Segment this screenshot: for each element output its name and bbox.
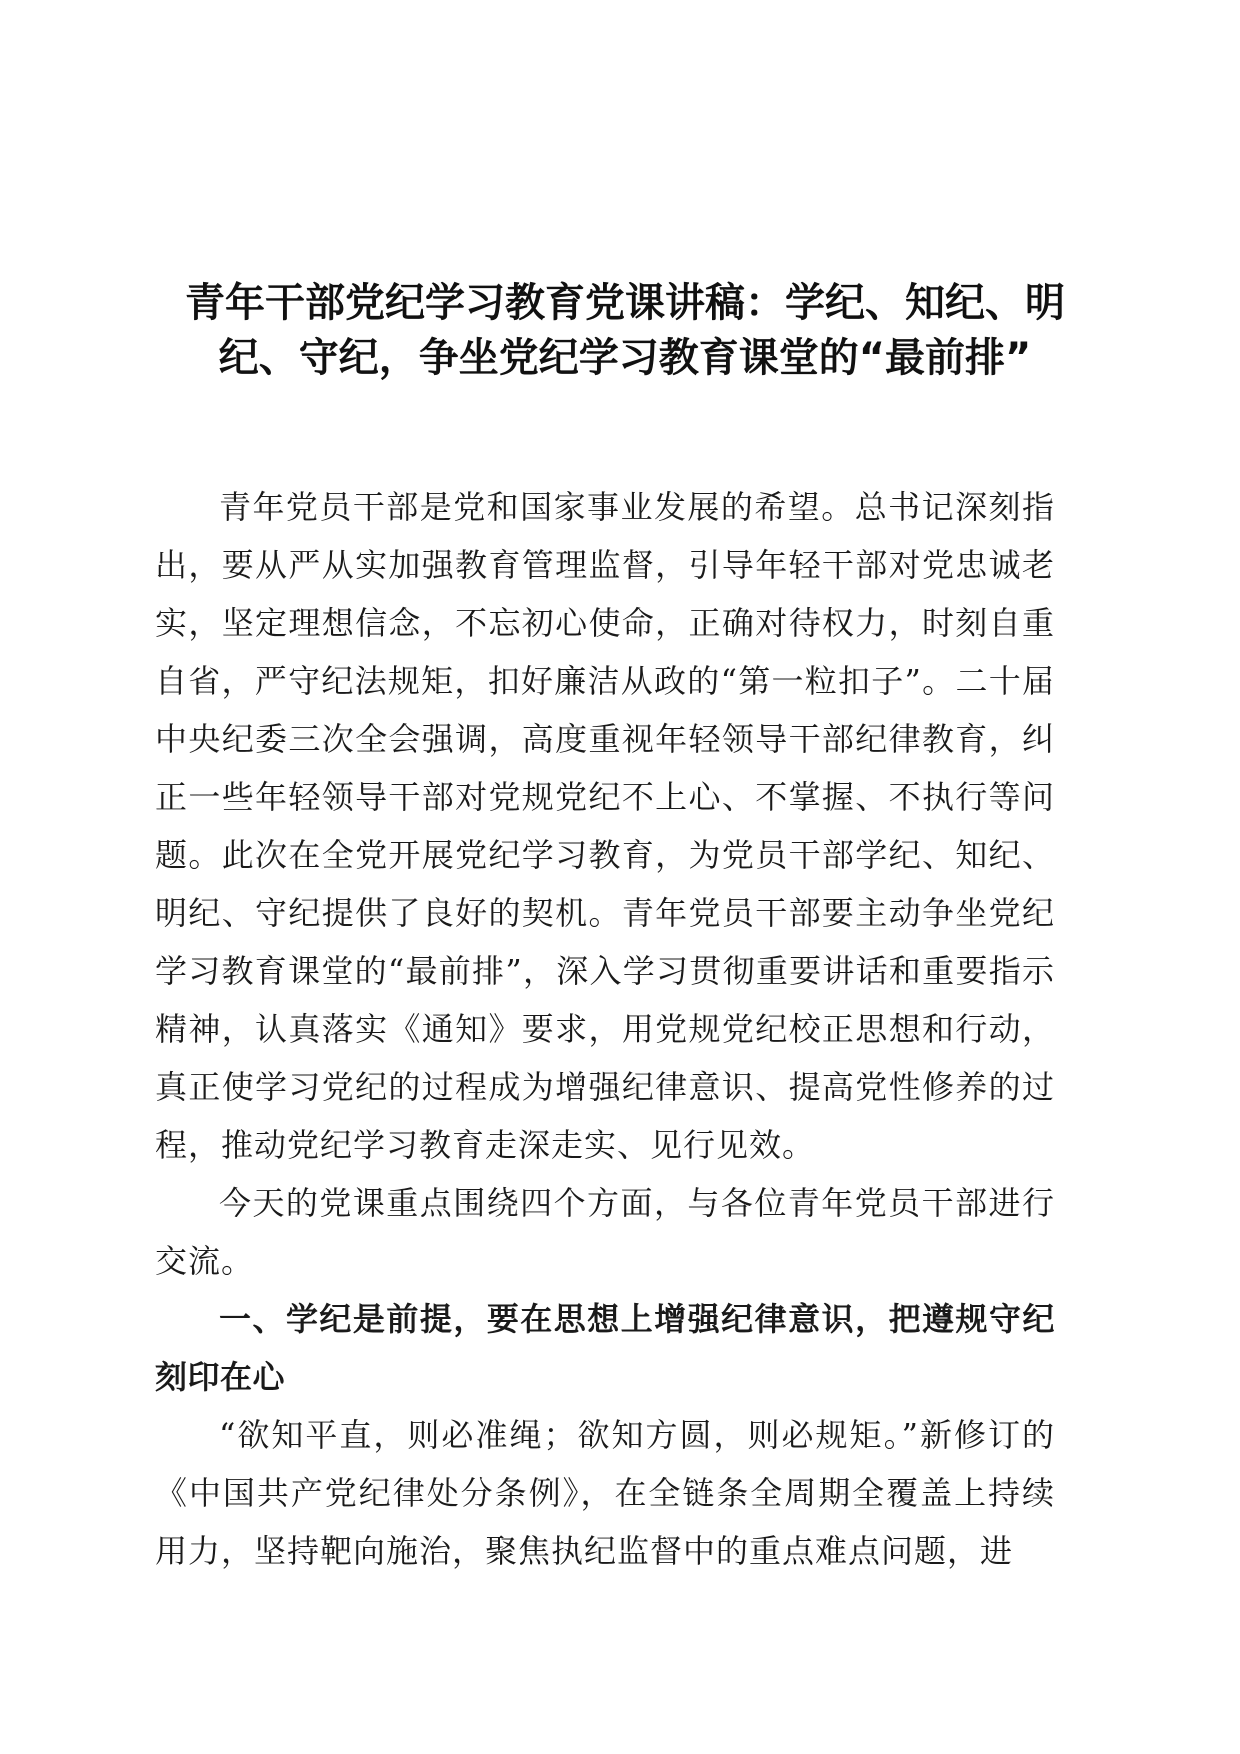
section-paragraph: “欲知平直，则必准绳；欲知方圆，则必规矩。”新修订的《中国共产党纪律处分条例》，在全链条全周期全覆盖上持续用力，坚持靶向施治，聚焦执纪监督中的重点难点问题，进 <box>155 1416 1055 1570</box>
overview-paragraph: 今天的党课重点围绕四个方面，与各位青年党员干部进行交流。 <box>155 1184 1055 1280</box>
document-title: 青年干部党纪学习教育党课讲稿：学纪、知纪、明纪、守纪，争坐党纪学习教育课堂的“最前排” <box>185 280 1065 381</box>
intro-paragraph: 青年党员干部是党和国家事业发展的希望。总书记深刻指出，要从严从实加强教育管理监督，引导年轻干部对党忠诚老实，坚定理想信念，不忘初心使命，正确对待权力，时刻自重自省，严守纪法规矩，扣好廉洁从政的“第一粒扣子”。二十届中央纪委三次全会强调，高度重视年轻领导干部纪律教育，纠正一些年轻领导干部对党规党纪不上心、不掌握、不执行等问题。此次在全党开展党纪学习教育，为党员干部学纪、知纪、明纪、守纪提供了良好的契机。青年党员干部要主动争坐党纪学习教育课堂的“最前排”，深入学习贯彻重要讲话和重要指示精神，认真落实《通知》要求，用党规党纪校正思想和行动，真正使学习党纪的过程成为增强纪律意识、提高党性修养的过程，推动党纪学习教育走深走实、见行见效。 <box>155 488 1055 1164</box>
document-body <box>155 478 1055 1580</box>
section-heading: 一、学纪是前提，要在思想上增强纪律意识，把遵规守纪刻印在心 <box>155 1300 1055 1396</box>
